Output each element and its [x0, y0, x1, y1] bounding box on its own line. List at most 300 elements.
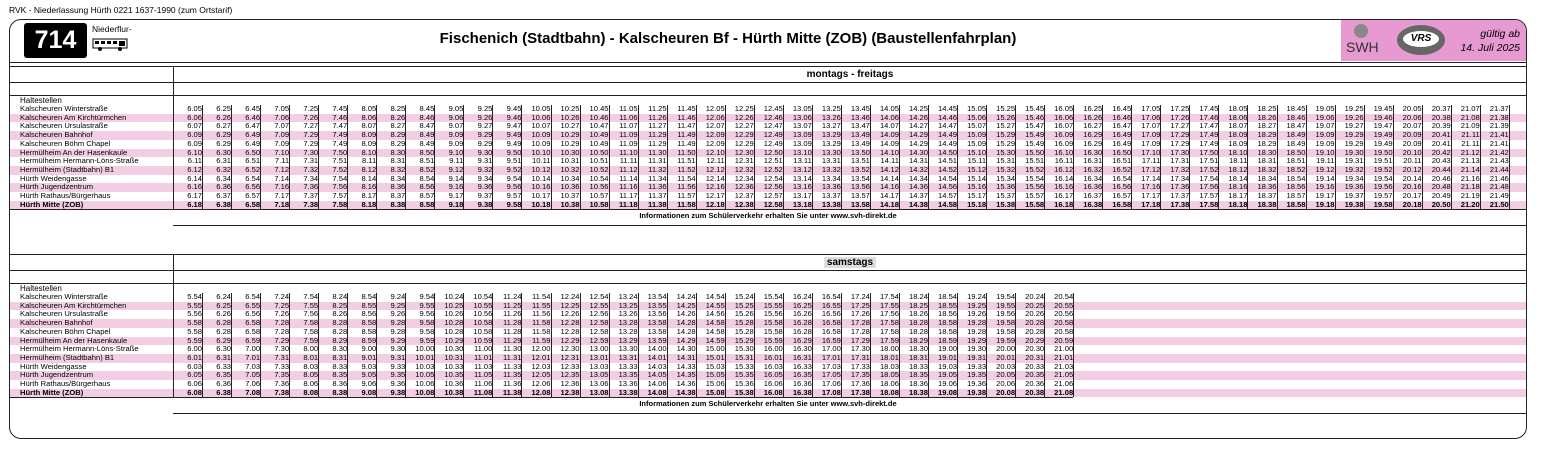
departure-time: 6.33 [216, 361, 232, 371]
departure-time: 15.16 [967, 182, 987, 192]
departure-time: 10.29 [560, 138, 580, 148]
stop-name: Hürth Mitte (ZOB) [20, 387, 84, 397]
departure-time: 9.29 [477, 138, 493, 148]
departure-time: 13.28 [618, 318, 638, 328]
departure-time: 10.57 [589, 191, 609, 200]
departure-time: 9.58 [419, 326, 435, 336]
departure-time: 16.11 [1054, 156, 1074, 166]
departure-time: 18.38 [1257, 199, 1277, 209]
departure-time: 9.09 [448, 138, 464, 148]
departure-time: 18.05 [879, 370, 899, 380]
departure-time: 14.35 [676, 370, 696, 380]
departure-time: 20.55 [1054, 300, 1074, 310]
departure-time: 6.30 [216, 147, 232, 157]
departure-time: 18.36 [908, 379, 928, 388]
departure-time: 9.55 [419, 300, 435, 310]
departure-time: 16.16 [1054, 182, 1074, 192]
departure-time: 7.36 [274, 379, 290, 388]
departure-time: 9.38 [390, 387, 406, 397]
departure-time: 6.29 [216, 335, 232, 345]
departure-time: 17.30 [850, 344, 870, 354]
departure-time: 19.58 [996, 326, 1016, 336]
departure-time: 21.01 [1054, 352, 1074, 362]
departure-time: 21.09 [1460, 121, 1480, 131]
departure-time: 12.49 [763, 130, 783, 140]
departure-time: 9.31 [477, 156, 493, 166]
departure-time: 11.17 [619, 191, 638, 200]
departure-time: 15.35 [734, 370, 754, 380]
departure-time: 16.07 [1054, 121, 1074, 131]
departure-time: 14.31 [908, 156, 928, 166]
departure-time: 10.27 [560, 121, 580, 131]
departure-time: 19.56 [996, 309, 1016, 319]
departure-time: 12.12 [705, 164, 725, 174]
departure-time: 8.46 [419, 112, 435, 122]
departure-time: 7.52 [332, 164, 348, 174]
departure-time: 12.26 [560, 309, 580, 319]
departure-time: 13.18 [792, 199, 812, 209]
departure-time: 7.36 [303, 182, 319, 192]
departure-time: 12.09 [705, 130, 725, 140]
departure-time: 16.55 [821, 300, 841, 310]
departure-time: 20.05 [996, 370, 1016, 380]
stop-name: Hürth Jugendzentrum [20, 182, 94, 192]
departure-time: 18.08 [879, 387, 899, 397]
departure-time: 11.29 [502, 335, 522, 345]
stop-name: Kalscheuren Böhm Chapel [20, 326, 111, 336]
departure-time: 15.30 [734, 344, 754, 354]
departure-time: 13.35 [618, 370, 638, 380]
departure-time: 18.29 [1257, 130, 1277, 140]
departure-time: 8.30 [332, 344, 348, 354]
departure-time: 13.09 [792, 130, 812, 140]
departure-time: 15.00 [705, 344, 725, 354]
departure-time: 17.05 [1141, 104, 1161, 113]
departure-time: 16.14 [1054, 173, 1074, 183]
departure-time: 6.06 [187, 379, 202, 388]
departure-time: 7.56 [332, 182, 348, 192]
departure-time: 11.37 [648, 191, 667, 200]
departure-time: 18.30 [908, 344, 928, 354]
departure-time: 11.56 [677, 182, 696, 192]
departure-time: 13.47 [850, 121, 870, 131]
departure-time: 8.33 [332, 361, 348, 371]
departure-time: 8.28 [332, 318, 348, 328]
departure-time: 16.56 [821, 309, 841, 319]
departure-time: 18.30 [1257, 147, 1277, 157]
departure-time: 10.26 [560, 112, 580, 122]
departure-time: 8.37 [390, 191, 406, 200]
departure-time: 18.34 [1257, 173, 1277, 183]
departure-time: 5.58 [187, 318, 202, 328]
departure-time: 10.06 [415, 379, 435, 388]
departure-time: 14.12 [879, 164, 899, 174]
departure-time: 11.08 [473, 387, 493, 397]
departure-time: 21.08 [1054, 387, 1074, 397]
departure-time: 8.14 [361, 173, 377, 183]
departure-time: 13.50 [850, 147, 870, 157]
departure-time: 17.12 [1141, 164, 1161, 174]
departure-time: 9.46 [506, 112, 522, 122]
departure-time: 15.51 [1025, 156, 1045, 166]
departure-time: 16.28 [792, 326, 812, 336]
departure-time: 15.49 [1025, 138, 1045, 148]
departure-time: 17.10 [1141, 147, 1161, 157]
departure-time: 18.29 [1257, 138, 1277, 148]
departure-time: 7.16 [274, 182, 290, 192]
departure-time: 10.37 [560, 191, 580, 200]
departure-time: 20.24 [1025, 292, 1045, 301]
departure-time: 7.03 [245, 361, 261, 371]
weekday-day-label: montags - freitags [173, 67, 1526, 82]
departure-time: 18.51 [1286, 156, 1306, 166]
departure-time: 21.50 [1489, 199, 1509, 209]
departure-time: 21.44 [1489, 164, 1509, 174]
departure-time: 8.55 [361, 300, 377, 310]
departure-time: 9.58 [506, 199, 522, 209]
departure-time: 5.59 [187, 335, 202, 345]
departure-time: 17.56 [879, 309, 899, 319]
departure-time: 8.00 [303, 344, 319, 354]
departure-time: 19.37 [1344, 191, 1364, 200]
departure-time: 19.31 [1344, 156, 1364, 166]
departure-time: 12.33 [560, 361, 580, 371]
departure-time: 16.18 [1054, 199, 1074, 209]
departure-time: 14.32 [908, 164, 928, 174]
departure-time: 13.30 [821, 147, 841, 157]
departure-time: 21.49 [1489, 191, 1509, 200]
departure-time: 17.52 [1199, 164, 1219, 174]
departure-time: 6.12 [187, 164, 202, 174]
departure-time: 9.51 [506, 156, 522, 166]
departure-time: 16.30 [1083, 147, 1103, 157]
departure-time: 21.14 [1460, 164, 1480, 174]
departure-time: 21.12 [1460, 147, 1480, 157]
departure-time: 21.11 [1461, 138, 1480, 148]
departure-time: 20.30 [1025, 344, 1045, 354]
departure-time: 17.16 [1141, 182, 1161, 192]
departure-time: 12.11 [706, 156, 725, 166]
departure-time: 9.25 [477, 104, 493, 113]
departure-time: 7.58 [303, 326, 319, 336]
departure-time: 7.45 [332, 104, 348, 113]
departure-time: 14.36 [908, 182, 928, 192]
departure-time: 7.28 [274, 326, 290, 336]
departure-time: 6.06 [187, 112, 202, 122]
departure-time: 15.56 [763, 309, 783, 319]
departure-time: 11.09 [619, 138, 638, 148]
departure-time: 17.03 [821, 361, 841, 371]
departure-time: 16.12 [1054, 164, 1074, 174]
departure-time: 21.39 [1489, 121, 1509, 131]
departure-time: 11.49 [677, 138, 696, 148]
departure-time: 16.36 [792, 379, 812, 388]
departure-time: 18.47 [1286, 121, 1306, 131]
departure-time: 6.17 [187, 191, 202, 200]
departure-time: 17.18 [1141, 199, 1161, 209]
departure-time: 17.05 [821, 370, 841, 380]
departure-time: 14.08 [647, 387, 667, 397]
departure-time: 14.27 [908, 121, 928, 131]
departure-time: 19.38 [967, 387, 987, 397]
departure-time: 15.58 [763, 326, 783, 336]
departure-time: 11.27 [648, 121, 667, 131]
departure-time: 13.58 [850, 199, 870, 209]
departure-time: 15.27 [996, 121, 1016, 131]
departure-time: 16.54 [821, 292, 841, 301]
departure-time: 18.16 [1228, 182, 1248, 192]
departure-time: 14.25 [908, 104, 928, 113]
timetable-card [9, 19, 1527, 439]
departure-time: 10.29 [444, 335, 464, 345]
departure-time: 16.58 [821, 326, 841, 336]
departure-time: 14.33 [676, 361, 696, 371]
departure-time: 19.36 [967, 379, 987, 388]
departure-time: 6.11 [187, 156, 202, 166]
departure-time: 6.57 [245, 191, 261, 200]
departure-time: 6.01 [187, 352, 202, 362]
departure-time: 10.59 [473, 335, 493, 345]
departure-time: 12.32 [734, 164, 754, 174]
departure-time: 8.50 [419, 147, 435, 157]
departure-time: 18.17 [1228, 191, 1248, 200]
departure-time: 15.54 [763, 292, 783, 301]
departure-time: 14.56 [705, 309, 725, 319]
departure-time: 7.29 [303, 130, 319, 140]
departure-time: 20.33 [1025, 361, 1045, 371]
departure-time: 17.25 [850, 300, 870, 310]
departure-time: 8.49 [419, 138, 435, 148]
departure-time: 13.59 [647, 335, 667, 345]
departure-time: 19.54 [1373, 173, 1393, 183]
departure-time: 20.38 [1431, 112, 1451, 122]
valid-from: gültig ab 14. Juli 2025 [1460, 28, 1520, 54]
departure-time: 18.10 [1228, 147, 1248, 157]
departure-time: 20.59 [1054, 335, 1074, 345]
departure-time: 5.54 [187, 292, 202, 301]
departure-time: 9.32 [477, 164, 493, 174]
departure-time: 13.07 [792, 121, 812, 131]
departure-time: 10.56 [589, 182, 609, 192]
departure-time: 6.25 [216, 104, 232, 113]
departure-time: 15.17 [967, 191, 987, 200]
stop-name: Hermülheim (Stadtbahn) B1 [20, 164, 115, 174]
departure-time: 18.27 [1257, 121, 1277, 131]
departure-time: 13.12 [792, 164, 812, 174]
departure-time: 15.59 [763, 335, 783, 345]
departure-time: 7.11 [274, 156, 290, 166]
departure-time: 14.52 [938, 164, 958, 174]
departure-time: 20.41 [1431, 138, 1451, 148]
departure-time: 17.50 [1199, 147, 1219, 157]
departure-time: 12.56 [763, 182, 783, 192]
departure-time: 20.28 [1025, 318, 1045, 328]
departure-time: 19.10 [1315, 147, 1335, 157]
departure-time: 18.25 [1257, 104, 1277, 113]
departure-time: 19.52 [1373, 164, 1393, 174]
departure-time: 12.58 [589, 326, 609, 336]
departure-time: 8.45 [419, 104, 435, 113]
departure-time: 7.32 [303, 164, 319, 174]
stop-name: Hürth Jugendzentrum [20, 370, 94, 380]
departure-time: 8.34 [390, 173, 406, 183]
departure-time: 17.00 [821, 344, 841, 354]
departure-time: 9.07 [448, 121, 464, 131]
departure-time: 7.59 [303, 335, 319, 345]
departure-time: 18.37 [1257, 191, 1277, 200]
departure-time: 7.38 [274, 387, 290, 397]
departure-time: 7.58 [332, 199, 348, 209]
departure-time: 10.36 [444, 379, 464, 388]
departure-time: 16.01 [763, 352, 783, 362]
departure-time: 11.51 [677, 156, 696, 166]
departure-time: 16.33 [792, 361, 812, 371]
departure-time: 12.49 [763, 138, 783, 148]
departure-time: 7.46 [332, 112, 348, 122]
departure-time: 8.28 [332, 326, 348, 336]
departure-time: 19.59 [996, 335, 1016, 345]
departure-time: 11.58 [532, 318, 551, 328]
stop-name: Hermülheim (Stadtbahn) B1 [20, 352, 115, 362]
departure-time: 16.09 [1054, 130, 1074, 140]
departure-time: 9.10 [448, 147, 464, 157]
departure-time: 17.49 [1199, 138, 1219, 148]
departure-time: 6.58 [245, 199, 261, 209]
departure-time: 9.58 [419, 318, 435, 328]
departure-time: 15.30 [996, 147, 1016, 157]
departure-time: 15.49 [1025, 130, 1045, 140]
departure-time: 19.45 [1373, 104, 1393, 113]
departure-time: 14.29 [676, 335, 696, 345]
departure-time: 20.37 [1431, 104, 1451, 113]
departure-time: 13.58 [647, 318, 667, 328]
departure-time: 13.05 [589, 370, 609, 380]
departure-time: 12.58 [763, 199, 783, 209]
departure-time: 16.56 [1112, 182, 1132, 192]
departure-time: 17.28 [850, 318, 870, 328]
departure-time: 8.05 [303, 370, 319, 380]
departure-time: 12.30 [734, 147, 754, 157]
departure-time: 9.45 [506, 104, 522, 113]
departure-time: 19.03 [938, 361, 958, 371]
departure-time: 19.56 [1373, 182, 1393, 192]
departure-time: 11.26 [648, 112, 667, 122]
departure-time: 17.26 [850, 309, 870, 319]
departure-time: 15.58 [763, 318, 783, 328]
departure-time: 20.18 [1402, 199, 1422, 209]
departure-time: 13.58 [647, 326, 667, 336]
departure-time: 9.26 [390, 309, 406, 319]
departure-time: 16.45 [1112, 104, 1132, 113]
saturday-day-label: samstags [173, 255, 1526, 270]
departure-time: 20.06 [996, 379, 1016, 388]
departure-time: 9.30 [477, 147, 493, 157]
departure-time: 6.49 [245, 130, 261, 140]
departure-time: 8.35 [332, 370, 348, 380]
departure-time: 17.46 [1199, 112, 1219, 122]
departure-time: 5.56 [187, 309, 202, 319]
departure-time: 14.49 [938, 138, 958, 148]
departure-time: 19.17 [1315, 191, 1335, 200]
departure-time: 8.54 [419, 173, 435, 183]
departure-time: 9.38 [477, 199, 493, 209]
departure-time: 12.00 [531, 344, 551, 354]
departure-time: 15.50 [1025, 147, 1045, 157]
departure-time: 11.18 [619, 199, 638, 209]
departure-time: 16.37 [1083, 191, 1103, 200]
departure-time: 18.09 [1228, 130, 1248, 140]
departure-time: 9.26 [477, 112, 493, 122]
departure-time: 10.52 [589, 164, 609, 174]
departure-time: 19.14 [1315, 173, 1335, 183]
departure-time: 19.26 [1344, 112, 1364, 122]
departure-time: 15.34 [996, 173, 1016, 183]
departure-time: 20.03 [996, 361, 1016, 371]
departure-time: 12.36 [734, 182, 754, 192]
departure-time: 10.58 [473, 318, 493, 328]
departure-time: 17.35 [850, 370, 870, 380]
departure-time: 14.38 [908, 199, 928, 209]
departure-time: 11.12 [619, 164, 638, 174]
departure-time: 18.46 [1286, 112, 1306, 122]
departure-time: 18.56 [1286, 182, 1306, 192]
departure-time: 19.47 [1373, 121, 1393, 131]
departure-time: 11.01 [473, 352, 493, 362]
departure-time: 13.54 [647, 292, 667, 301]
departure-time: 11.06 [619, 112, 638, 122]
departure-time: 6.50 [245, 147, 261, 157]
departure-time: 10.31 [444, 352, 464, 362]
departure-time: 11.29 [648, 138, 667, 148]
departure-time: 15.38 [996, 199, 1016, 209]
departure-time: 17.11 [1141, 156, 1161, 166]
departure-time: 6.09 [187, 130, 202, 140]
departure-time: 6.26 [216, 112, 232, 122]
departure-time: 10.58 [589, 199, 609, 209]
departure-time: 14.51 [938, 156, 958, 166]
departure-time: 15.29 [734, 335, 754, 345]
departure-time: 15.31 [734, 352, 754, 362]
departure-time: 13.32 [821, 164, 841, 174]
departure-time: 18.28 [908, 326, 928, 336]
departure-time: 11.26 [502, 309, 522, 319]
departure-time: 7.06 [274, 112, 290, 122]
departure-time: 11.24 [502, 292, 522, 301]
departure-time: 20.43 [1431, 156, 1451, 166]
departure-time: 17.58 [879, 318, 899, 328]
departure-time: 6.32 [216, 164, 232, 174]
departure-time: 17.58 [879, 326, 899, 336]
departure-time: 16.26 [1083, 112, 1103, 122]
departure-time: 20.58 [1054, 318, 1074, 328]
departure-time: 12.01 [531, 352, 551, 362]
departure-time: 19.50 [1373, 147, 1393, 157]
departure-time: 15.07 [967, 121, 987, 131]
departure-time: 20.26 [1025, 309, 1045, 319]
departure-time: 21.41 [1489, 138, 1509, 148]
departure-time: 8.09 [361, 138, 377, 148]
departure-time: 13.26 [821, 112, 841, 122]
departure-time: 19.28 [967, 326, 987, 336]
departure-time: 10.28 [444, 326, 464, 336]
departure-time: 12.05 [705, 104, 725, 113]
departure-time: 21.48 [1489, 182, 1509, 192]
departure-time: 11.54 [532, 292, 551, 301]
departure-time: 6.47 [245, 121, 261, 131]
departure-time: 19.55 [996, 300, 1016, 310]
departure-time: 14.00 [647, 344, 667, 354]
departure-time: 14.30 [676, 344, 696, 354]
